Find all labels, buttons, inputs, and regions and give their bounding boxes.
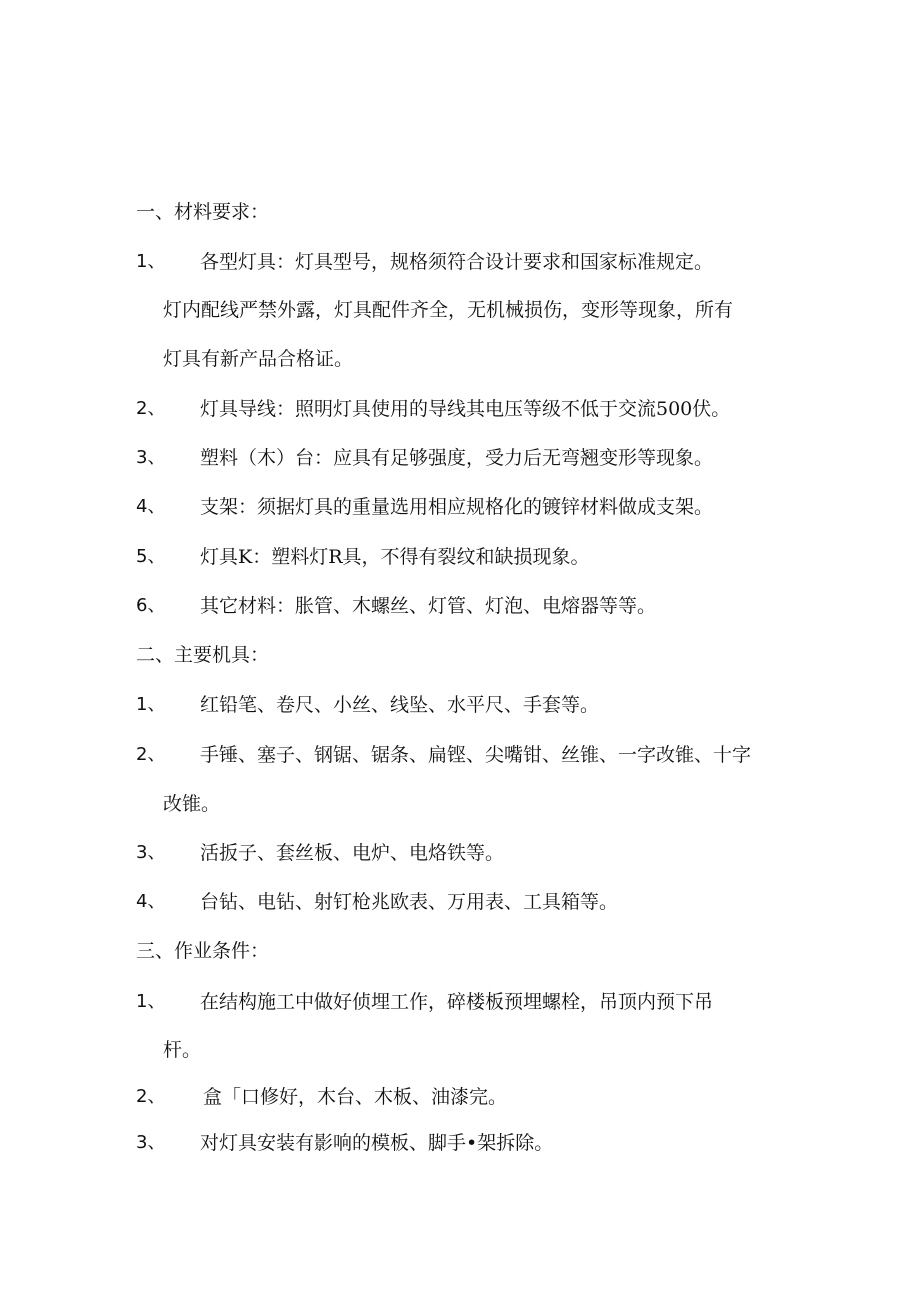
item-text: 在结构施工中做好侦埋工作，碎楼板预埋螺栓，吊顶内预下吊 [200,991,714,1013]
item-text: 其它材料：胀管、木螺丝、灯管、灯泡、电熔器等等。 [200,595,657,617]
item-text: 台钻、电钻、射钉枪兆欧表、万用表、工具箱等。 [200,891,619,913]
item-number: 3、 [136,1132,166,1153]
section-heading: 三、作业条件： [136,940,270,962]
item-text-continued: 改锥。 [163,793,221,815]
item-number: 2、 [136,744,166,765]
section-heading: 二、主要机具： [136,644,270,666]
item-number: 1、 [136,991,166,1012]
item-text-continued: 灯具有新产品合格证。 [163,348,354,370]
item-text-continued: 灯内配线严禁外露，灯具配件齐全，无机械损伤，变形等现象，所有 [163,299,734,321]
item-number: 4、 [136,891,166,912]
item-number: 2、 [136,398,166,419]
item-text: 红铅笔、卷尺、小丝、线坠、水平尺、手套等。 [200,694,600,716]
item-number: 1、 [136,251,166,272]
item-number: 4、 [136,496,166,517]
item-number: 5、 [136,546,166,567]
section-heading: 一、材料要求： [136,201,270,223]
item-number: 2、 [136,1086,166,1107]
item-text: 活扳子、套丝板、电炉、电烙铁等。 [200,842,505,864]
item-text: 灯具K：塑料灯R具，不得有裂纹和缺损现象。 [200,546,590,568]
item-number: 3、 [136,447,166,468]
item-text: 塑料（木）台：应具有足够强度，受力后无弯翘变形等现象。 [200,447,714,469]
item-text: 盒「口修好，木台、木板、油漆完。 [203,1086,508,1108]
item-number: 3、 [136,842,166,863]
item-text: 对灯具安装有影响的模板、脚手•架拆除。 [200,1132,554,1154]
item-text: 灯具导线：照明灯具使用的导线其电压等级不低于交流500伏。 [200,398,731,420]
item-text-continued: 杆。 [163,1039,202,1061]
item-text: 手锤、塞子、钢锯、锯条、扁铿、尖嘴钳、丝锥、一字改锥、十字 [200,744,752,766]
item-text: 各型灯具：灯具型号，规格须符合设计要求和国家标准规定。 [200,251,714,273]
item-number: 6、 [136,595,166,616]
item-number: 1、 [136,694,166,715]
item-text: 支架：须据灯具的重量选用相应规格化的镀锌材料做成支架。 [200,496,714,518]
